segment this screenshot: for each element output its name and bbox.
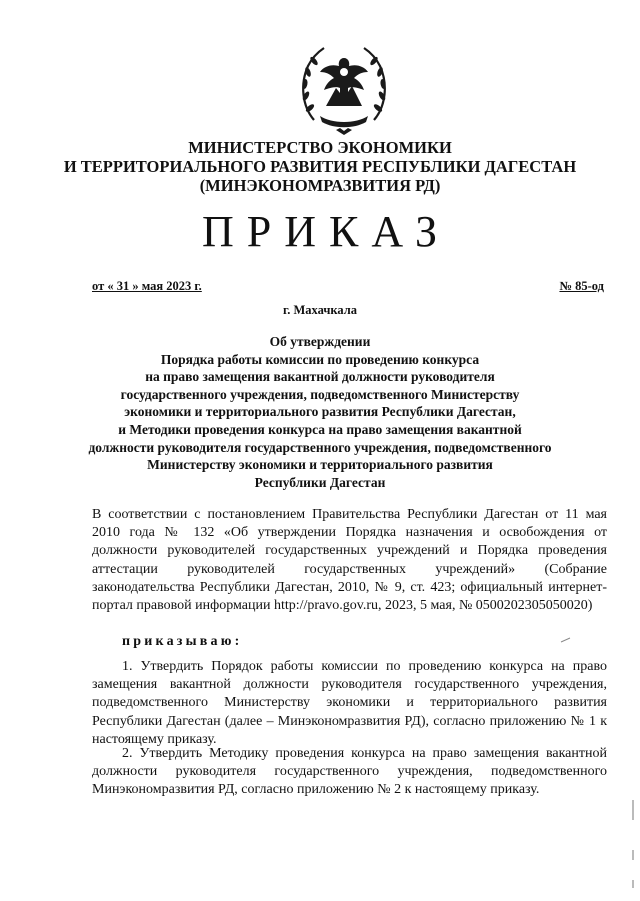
order-number: № 85-од [559,279,604,293]
subject-line: Министерству экономики и территориального развития [147,457,493,473]
ministry-header [60,138,580,195]
ministry-name-line1: МИНИСТЕРСТВО ЭКОНОМИКИ [188,138,452,157]
subject-line: Порядка работы комиссии по проведению конкурса [160,351,480,367]
order-city: г. Махачкала [282,303,358,317]
ministry-abbreviation: (МИНЭКОНОМРАЗВИТИЯ РД) [199,176,441,195]
ministry-name-line2: И ТЕРРИТОРИАЛЬНОГО РАЗВИТИЯ РЕСПУБЛИКИ ДАГЕСТАН [63,157,577,176]
subject-line: Республики Дагестан [254,474,386,490]
subject-line: экономики и территориального развития Республики Дагестан, [124,404,516,420]
subject-line: государственного учреждения, подведомственного Министерству [120,386,520,402]
order-subject [70,333,570,491]
subject-line: и Методики проведения конкурса на право замещения вакантной [118,421,522,437]
scan-edge-mark [630,800,636,890]
subject-line: на право замещения вакантной должности руководителя [145,369,495,385]
document-type-title: ПРИКАЗ [201,207,451,256]
subject-line: должности руководителя государственного учреждения, подведомственного [88,439,552,455]
order-directive-word: приказываю: [122,634,243,649]
order-date: от « 31 » мая 2023 г. [92,279,202,293]
order-item-2: 2. Утвердить Методику проведения конкурса на право замещения вакантной должности руководителя государственного учреждения, подведомственного Минэкономразвития РД, согласно приложению № 2 к настоящему приказу. [92,746,607,798]
subject-line: Об утверждении [269,334,371,349]
preamble-paragraph: В соответствии с постановлением Правительства Республики Дагестан от 11 мая 2010 года № 132 «Об утверждении Порядка назначения и освобождения от должности руководителей государственных учреждений и Порядка проведения аттестации руководителей государственных учреждений» (Собрание законодательства Республики Дагестан, 2010, № 9, ст. 423; официальный интернет-портал правовой информации http://pravo.gov.ru, 2023, 5 мая, № 0500202305050020) [92,507,607,614]
order-item-1: 1. Утвердить Порядок работы комиссии по проведению конкурса на право замещения вакантной должности руководителя государственного учреждения, подведомственного Министерству экономики и территориального развития Республики Дагестан (далее – Минэкономразвития РД), согласно приложению № 1 к настоящему приказу. [92,659,607,747]
coat-of-arms-emblem [296,36,392,136]
scan-mark [560,636,572,644]
